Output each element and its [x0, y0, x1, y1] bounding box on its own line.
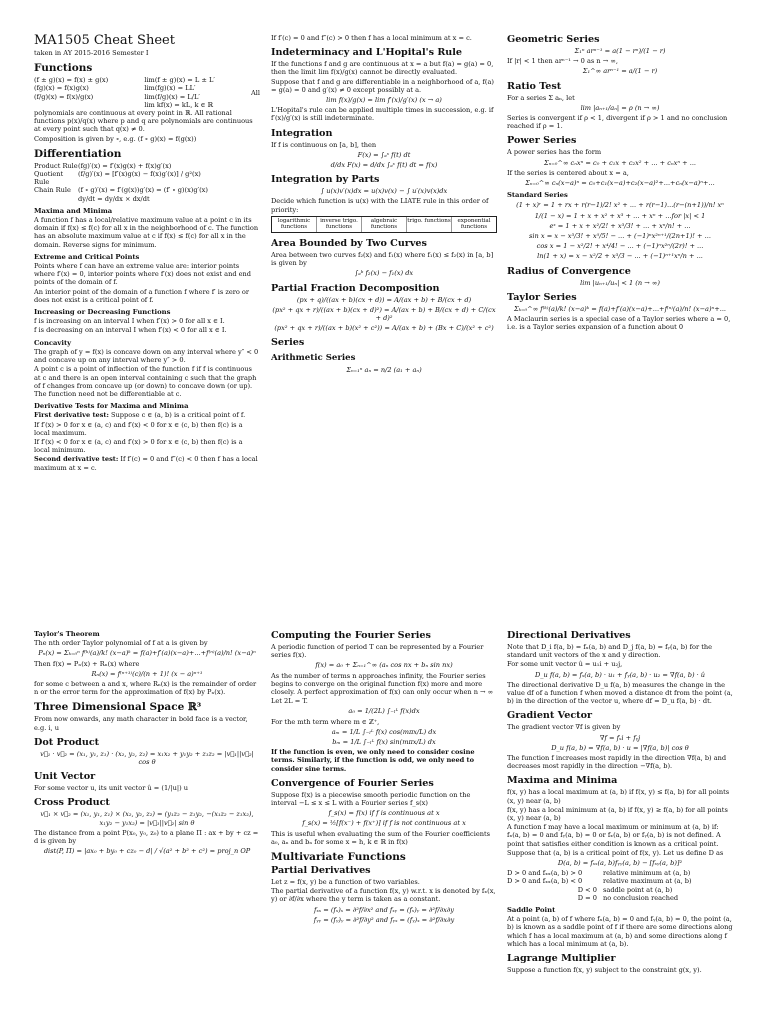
partial-fraction-3: (px² + qx + r)/((ax + b)(x² + c²)) = A/(ax + b) + (Bx + C)/(x² + c²) — [274, 324, 494, 333]
incdec-text-2: f is decreasing on an interval I when f′(x) < 0 for all x ∈ I. — [34, 326, 227, 335]
case-condition: D = 0 — [577, 893, 597, 902]
byparts-formula: ∫ u(x)v′(x)dx = u(x)v(x) − ∫ u′(x)v(x)dx — [320, 187, 448, 196]
incdec-heading: Increasing or Decreasing Functions — [34, 308, 171, 317]
fourier-formula: f(x) = a₀ + Σₙ₌₁^∞ (aₙ cos nx + bₙ sin nx) — [315, 661, 453, 670]
second-test-text: If f′(c) = 0 and f″(c) < 0 then f has a local maximum at x = c. — [34, 455, 258, 472]
lhopital-formula: lim f(x)/g(x) = lim f′(x)/g′(x) (x → a) — [326, 96, 442, 105]
bottom-column-3 — [507, 630, 733, 1024]
limit-quotient: lim(f/g)(x) = L/L′ — [144, 92, 200, 101]
case-condition: D < 0 — [577, 885, 597, 894]
taylor-theorem-text-1: The nth order Taylor polynomial of f at a is given by — [34, 639, 208, 648]
directional-heading: Directional Derivatives — [507, 630, 631, 641]
maxmin2-text-2: f(x, y) has a local minimum at (a, b) if f(x, y) ≥ f(a, b) for all points (x, y) near (a, b) — [507, 805, 728, 823]
case-row — [507, 869, 733, 877]
unit-vector-heading: Unit Vector — [34, 771, 96, 783]
liate-logarithmic: logarithmic functions — [277, 217, 311, 231]
second-partials-y: fᵧᵧ = (fᵧ)ᵧ = ∂²f/∂y² and fᵧₓ = (fᵧ)ₓ = ∂²f/∂x∂y — [313, 915, 455, 924]
byparts-text: Decide which function is u(x) with the LIATE rule in this order of priority: — [271, 197, 489, 214]
taylor-theorem-heading: Taylor's Theorem — [34, 630, 100, 638]
quotient-rule — [34, 170, 260, 186]
standard-geometric: 1/(1 − x) = 1 + x + x² + x³ + ... + xⁿ + ...for |x| < 1 — [534, 211, 706, 220]
standard-binomial: (1 + x)ʳ = 1 + rx + r(r−1)/2! x² + ... + r(r−1)...(r−(n+1))/n! xⁿ — [516, 201, 724, 210]
partial-fraction-heading: Partial Fraction Decomposition — [271, 282, 440, 294]
ratio-formula: lim |aₙ₊₁/aₙ| = ρ (n → ∞) — [580, 103, 660, 112]
gradient-text-2: The function f increases most rapidly in the direction ∇f(a, b) and decreases most rapidly in the direction −∇f(a, b). — [507, 754, 727, 771]
cross-product-formula: v⃗₁ × v⃗₂ = (x₁, y₁, z₁) × (x₂, y₂, z₂) = (y₁z₂ − z₁y₂, −(x₁z₂ − z₁x₂), x₁y₂ − y₁x₂) = |v⃗₁||v⃗₂| sin θ — [40, 810, 254, 827]
fourier-text-3: Let 2L = T. — [271, 697, 308, 706]
product-rule-label: Product Rule — [34, 161, 78, 170]
directional-text-1: Note that D_i f(a, b) = fₓ(a, b) and D_j f(a, b) = fᵧ(a, b) for the standard unit vectors of the x and y direction. — [507, 643, 713, 660]
dtests-heading: Derivative Tests for Maxima and Minima — [34, 402, 189, 411]
directional-text-3: The directional derivative D_u f(a, b) measures the change in the value df of a function f when moved a distance dt from the point (a, b) in the direction of the vector u, where df = D_u f(a, b) · dt. — [507, 680, 733, 706]
integration-heading: Integration — [271, 127, 333, 139]
functions-poly-text: polynomials are continuous at every point in ℝ. All rational functions p(x)/q(x) where p and q are polynomials are continuous at every point such that q(x) ≠ 0. — [34, 109, 253, 134]
taylor-theorem-text-3: for some c between a and x, where Rₙ(x) is the remainder of order n or the error term for the approximation of f(x) by Pₙ(x). — [34, 680, 257, 697]
standard-series-heading: Standard Series — [507, 191, 568, 200]
dot-product-formula: v⃗₁ · v⃗₂ = (x₁, y₁, z₁) · (x₂, y₂, z₂) = x₁x₂ + y₁y₂ + z₁z₂ = |v⃗₁||v⃗₂| cos θ — [40, 749, 254, 767]
radius-heading: Radius of Convergence — [507, 265, 631, 277]
maxmin-text: A function f has a local/relative maximum value at a point c in its domain if f(x) ≤ f(c) for all x in the neighborhood of c. The function has an absolute maximum value at c if f(x) ≤ f(c) for all x in the domain. Reverse signs for minimum. — [34, 216, 259, 249]
taylor-remainder-formula: Rₙ(x) = f⁽ⁿ⁺¹⁾(c)/(n + 1)! (x − a)ⁿ⁺¹ — [91, 669, 203, 678]
op-sum: (f ± g)(x) = f(x) ± g(x) — [34, 76, 109, 85]
maxmin2-text-3: A function f may have a local maximum or minimum at (a, b) if: fₓ(a, b) = 0 and fᵧ(a, b) = 0 or fₓ(a, b) or fᵧ(a, b) is not defined. A point that satisfies either condition is known as a critical point. — [507, 823, 721, 848]
chain-rule-formula: (f ∘ g)′(x) = f′(g(x))g′(x) = (f′ ∘ g)(x)g′(x) — [78, 186, 208, 195]
case-row — [507, 886, 733, 894]
lhopital-text-3: L'Hopital's rule can be applied multiple times in succession, e.g. if f′(x)/g′(x) is still indeterminate. — [271, 106, 494, 123]
standard-cos: cos x = 1 − x²/2! + x⁴/4! − ... + (−1)ⁿx²ⁿ/(2r)! + ... — [536, 242, 704, 251]
ratio-text-2: Series is convergent if ρ < 1, divergent if ρ > 1 and no conclusion reached if ρ = 1. — [507, 114, 728, 131]
geometric-formula-1: Σ₁ⁿ arⁿ⁻¹ = a(1 − rⁿ)/(1 − r) — [574, 47, 666, 55]
concavity-text-2: A point c is a point of inflection of the function f if f is continuous at c and there is an open interval containing c such that the graph of f changes from concave up (or down) to concave down (or up). The function need not be differentiable at c. — [34, 365, 257, 398]
convergence-text-1: Suppose f(x) is a piecewise smooth periodic function on the interval −L ≤ x ≤ L with a Fourier series f_s(x) — [271, 790, 471, 808]
power-formula-1: Σₙ₌₀^∞ cₙxⁿ = c₀ + c₁x + c₂x² + ... + cₙxⁿ + ... — [543, 158, 697, 167]
fourier-even-odd-note: If the function is even, we only need to consider cosine terms. Similarly, if the function is odd, we only need to consider sine terms. — [271, 748, 475, 773]
concavity-heading: Concavity — [34, 338, 72, 347]
quotient-rule-label: Quotient Rule — [34, 170, 64, 187]
critical-text-2: An interior point of the domain of a function f where f′ is zero or does not exist is a critical point of f. — [34, 287, 250, 304]
integration-formula-2: d/dx F(x) = d/dx ∫ₐˣ f(t) dt = f(x) — [330, 161, 438, 170]
page-title: MA1505 Cheat Sheet — [34, 34, 175, 48]
partial-derivatives-heading: Partial Derivatives — [271, 865, 371, 877]
maxmin-heading: Maxima and Minima — [34, 206, 113, 215]
multivariate-heading: Multivariate Functions — [271, 851, 406, 864]
case-row — [507, 877, 733, 885]
liate-trig: trigo. functions — [406, 217, 451, 232]
fourier-heading: Computing the Fourier Series — [271, 630, 431, 641]
three-d-text: From now onwards, any math character in bold face is a vector, e.g. i, u — [34, 715, 248, 732]
chain-rule-leibniz: dy/dt = dy/dx × dx/dt — [78, 194, 150, 203]
functions-heading: Functions — [34, 62, 93, 75]
three-d-heading: Three Dimensional Space ℝ³ — [34, 701, 202, 714]
power-text-1: A power series has the form — [507, 148, 602, 157]
partial-derivatives-text-2: The partial derivative of a function f(x, y) w.r.t. x is denoted by fₓ(x, y) or ∂f/∂x where the y term is taken as a constant. — [271, 887, 496, 904]
power-formula-2: Σₙ₌₀^∞ cₙ(x−a)ⁿ = c₀+c₁(x−a)+c₂(x−a)²+...+cₙ(x−a)ⁿ+... — [525, 179, 715, 188]
fourier-text-1: A periodic function of period T can be represented by a Fourier series f(x). — [271, 643, 484, 660]
convergence-case-2: f_s(x) = ½[f(x⁻) + f(x⁺)] if f is not continuous at x — [302, 819, 466, 828]
second-derivative-test — [34, 455, 260, 471]
bottom-column-1 — [34, 630, 260, 1024]
area-heading: Area Bounded by Two Curves — [271, 238, 427, 250]
case-condition: D > 0 and fₓₓ(a, b) < 0 — [507, 877, 583, 886]
limit-scalar: lim kf(x) = kL, k ∈ ℝ — [144, 100, 214, 109]
taylor-theorem-text-2: Then f(x) = Pₙ(x) + Rₙ(x) where — [34, 659, 140, 668]
first-derivative-test — [34, 411, 260, 419]
taylor-series-formula: Σₖ₌₀^∞ f⁽ᵏ⁾(a)/k! (x−a)ᵏ = f(a)+f′(a)(x−a)+...+f⁽ⁿ⁾(a)/n! (x−a)ⁿ+... — [513, 304, 727, 313]
concavity-text-1: The graph of y = f(x) is concave down on any interval where y″ < 0 and concave up on any interval where y″ > 0. — [34, 347, 259, 365]
arithmetic-series-formula: Σₙ₌₁ⁿ aₙ = n/2 (a₁ + aₙ) — [346, 366, 422, 375]
case-result: no conclusion reached — [603, 893, 679, 902]
case-result: relative maximum at (a, b) — [603, 877, 692, 886]
power-heading: Power Series — [507, 135, 577, 147]
standard-exp: eˣ = 1 + x + x²/2! + x³/3! + ... + xⁿ/n! + ... — [549, 221, 691, 230]
functions-ops — [34, 76, 108, 109]
cross-product-heading: Cross Product — [34, 797, 110, 809]
partial-derivatives-text-1: Let z = f(x, y) be a function of two variables. — [271, 878, 420, 887]
maxmin2-heading: Maxima and Minima — [507, 775, 618, 787]
maxmin2-text-1: f(x, y) has a local maximum at (a, b) if f(x, y) ≤ f(a, b) for all points (x, y) near (a, b) — [507, 788, 730, 805]
gradient-formula-1: ∇f = fₓi + fᵧj — [599, 733, 641, 742]
op-product: (fg)(x) = f(x)g(x) — [34, 84, 89, 93]
op-quotient: (f/g)(x) = f(x)/g(x) — [34, 92, 94, 101]
partial-fraction-1: (px + q)/((ax + b)(cx + d)) = A/(ax + b) + B/(cx + d) — [296, 295, 472, 304]
lhopital-text-1: If the functions f and g are continuous at x = a but f(a) = g(a) = 0, then the limit lim f(x)/g(x) cannot be directly evaluated. — [271, 60, 494, 77]
lhopital-heading: Indeterminacy and L'Hopital's Rule — [271, 47, 463, 59]
liate-exponential: exponential functions — [451, 217, 496, 232]
maxmin2-text-4: Suppose that (a, b) is a critical point of f(x, y). Let us define D as — [507, 848, 724, 857]
functions-ops-limits — [34, 76, 260, 109]
top-column-3 — [507, 34, 733, 594]
plane-distance-text: The distance from a point P(x₀, y₀, z₀) to a plane Π : ax + by + cz = d is given by — [34, 828, 259, 846]
case-row — [507, 894, 733, 902]
quotient-rule-formula: (f/g)′(x) = [f′(x)g(x) − f(x)g′(x)] / g²(x) — [78, 170, 201, 179]
dot-product-heading: Dot Product — [34, 736, 100, 748]
gradient-formula-2: D_u f(a, b) = ∇f(a, b) · u = |∇f(a, b)| cos θ — [551, 743, 689, 752]
fourier-a0: a₀ = 1/(2L) ∫₋ₗᴸ f(x)dx — [348, 707, 420, 716]
directional-text-2: For some unit vector û = u₁i + u₂j, — [507, 660, 623, 669]
area-formula: ∫ₐᵇ f₂(x) − f₁(x) dx — [354, 269, 414, 278]
taylor-polynomial-formula: Pₙ(x) = Σₖ₌₀ⁿ f⁽ᵏ⁾(a)/k! (x−a)ᵏ = f(a)+f′(a)(x−a)+...+f⁽ⁿ⁾(a)/n! (x−a)ⁿ — [38, 649, 256, 658]
differentiation-heading: Differentiation — [34, 147, 122, 160]
fourier-text-4: For the mth term where m ∈ ℤ⁺, — [271, 717, 380, 726]
product-rule — [34, 162, 260, 170]
limits-all-label: All — [251, 88, 260, 97]
lagrange-text: Suppose a function f(x, y) subject to the constraint g(x, y). — [507, 966, 702, 975]
saddle-heading: Saddle Point — [507, 906, 556, 915]
saddle-text: At a point (a, b) of f where fₓ(a, b) = 0 and fᵧ(a, b) = 0, the point (a, b) is known as a saddle point of f if there are some directions along which f has a local maximum at (a, b) and some directions along f which has a local minimum at (a, b). — [507, 915, 733, 948]
case-condition: D > 0 and fₓₓ(a, b) > 0 — [507, 869, 583, 878]
liate-algebraic: algebraic functions — [361, 217, 406, 232]
case-result: relative minimum at (a, b) — [603, 869, 691, 878]
power-text-2: If the series is centered about x = a, — [507, 168, 629, 177]
limit-product: lim(fg)(x) = LL′ — [144, 84, 196, 93]
radius-formula: lim |uₙ₊₁/uₙ| < 1 (n → ∞) — [580, 278, 660, 287]
top-column-2 — [271, 34, 497, 594]
integration-formula-1: F(x) = ∫ₐˣ f(t) dt — [357, 150, 411, 159]
byparts-heading: Integration by Parts — [271, 174, 380, 186]
fourier-bm: bₘ = 1/L ∫₋ₗᴸ f(x) sin(mπx/L) dx — [332, 738, 436, 747]
second-partials-x: fₓₓ = (fₓ)ₓ = ∂²f/∂x² and fₓᵧ = (fₓ)ᵧ = ∂²f/∂x∂y — [314, 905, 454, 914]
taylor-series-text: A Maclaurin series is a special case of a Taylor series where a = 0, i.e. is a Taylor series expansion of a function about 0 — [507, 315, 731, 332]
functions-limits — [144, 76, 215, 109]
fourier-am: aₘ = 1/L ∫₋ₗᴸ f(x) cos(mπx/L) dx — [331, 727, 437, 736]
series-heading: Series — [271, 337, 305, 349]
area-text: Area between two curves f₂(x) and f₁(x) where f₁(x) ≤ f₂(x) in [a, b] is given by — [271, 251, 494, 268]
ratio-text-1: For a series Σ aₙ, let — [507, 93, 575, 102]
arithmetic-series-heading: Arithmetic Series — [271, 353, 356, 364]
convergence-text-2: This is useful when evaluating the sum of the Fourier coefficients a₀, aₙ and bₙ for some x = h, k ∈ ℝ in f(x) — [271, 829, 491, 846]
plane-distance-formula: dist(P, Π) = |ax₀ + by₀ + cz₀ − d| / √(a² + b² + c²) = proj_n OP — [43, 847, 251, 856]
gradient-heading: Gradient Vector — [507, 710, 593, 722]
first-test-max: If f′(x) > 0 for x ∈ (a, c) and f′(x) < 0 for x ∈ (c, b) then f(c) is a local maximum. — [34, 420, 243, 437]
incdec-text-1: f is increasing on an interval I when f′(x) > 0 for all x ∈ I. — [34, 317, 225, 326]
product-rule-formula: (fg)′(x) = f′(x)g(x) + f(x)g′(x) — [78, 161, 172, 170]
fourier-text-2: As the number of terms n approaches infinity, the Fourier series begins to converge on the original function f(x) more and more closely. A perfect approximation of f(x) can only occur when n → ∞ — [271, 671, 494, 697]
liate-table — [271, 216, 497, 233]
geometric-text: If |r| < 1 then arⁿ⁻¹ → 0 as n → ∞, — [507, 57, 618, 66]
unit-vector-text: For some vector u, its unit vector û = (1/|u|) u — [34, 784, 188, 793]
critical-text-1: Points where f can have an extreme value are: interior points where f′(x) = 0, interior points where f′(x) does not exist and end points of the domain of f. — [34, 262, 252, 287]
discriminant-formula: D(a, b) = fₓₓ(a, b)fᵧᵧ(a, b) − [fₓᵧ(a, b)]² — [557, 859, 683, 868]
critical-heading: Extreme and Critical Points — [34, 252, 140, 261]
first-test-min: If f′(x) < 0 for x ∈ (a, c) and f′(x) > 0 for x ∈ (c, b) then f(c) is a local minimum. — [34, 437, 243, 455]
first-test-text: Suppose c ∈ (a, b) is a critical point of f. — [111, 411, 246, 420]
chain-rule-label: Chain Rule — [34, 186, 71, 195]
directional-formula: D_u f(a, b) = fₓ(a, b) · u₁ + fᵧ(a, b) · u₂ = ∇f(a, b) · û — [534, 670, 706, 679]
page-subtitle: taken in AY 2015-2016 Semester I — [34, 49, 149, 57]
convergence-heading: Convergence of Fourier Series — [271, 777, 434, 789]
partial-fraction-2: (px² + qx + r)/((ax + b)(cx + d)²) = A/(ax + b) + B/(cx + d) + C/(cx + d)² — [272, 305, 496, 323]
functions-composition-text: Composition is given by ∘, e.g. (f ∘ g)(x) = f(g(x)) — [34, 134, 197, 143]
geometric-formula-2: Σ₁^∞ arⁿ⁻¹ = a/(1 − r) — [582, 67, 658, 76]
taylor-series-heading: Taylor Series — [507, 291, 577, 303]
second-test-label: Second derivative test: — [34, 455, 119, 464]
gradient-text-1: The gradient vector ∇f is given by — [507, 723, 621, 732]
chain-rule — [34, 186, 260, 194]
first-test-label: First derivative test: — [34, 411, 109, 420]
liate-inverse-trig: inverse trigo. functions — [316, 217, 361, 232]
standard-ln: ln(1 + x) = x − x²/2 + x³/3 − ... + (−1)ⁿ⁺¹xⁿ/n + ... — [537, 252, 703, 261]
lagrange-heading: Lagrange Multiplier — [507, 953, 616, 965]
top-column-1 — [34, 34, 260, 594]
case-result: saddle point at (a, b) — [603, 885, 673, 894]
limit-sum: lim(f ± g)(x) = L ± L′ — [144, 76, 215, 85]
convergence-case-1: f_s(x) = f(x) if f is continuous at x — [328, 809, 440, 818]
geometric-heading: Geometric Series — [507, 34, 600, 45]
integration-text: If f is continuous on [a, b], then — [271, 140, 377, 149]
bottom-column-2 — [271, 630, 497, 1024]
lhopital-text-2: Suppose that f and g are differentiable in a neighborhood of a, f(a) = g(a) = 0 and g′(x) ≠ 0 except possibly at a. — [271, 77, 494, 94]
standard-sin: sin x = x − x³/3! + x⁵/5! − ... + (−1)ⁿx²ⁿ⁺¹/(2n+1)! + ... — [529, 232, 711, 241]
ratio-heading: Ratio Test — [507, 80, 562, 92]
second-test-min-text: If f′(c) = 0 and f″(c) > 0 then f has a local minimum at x = c. — [271, 34, 472, 42]
